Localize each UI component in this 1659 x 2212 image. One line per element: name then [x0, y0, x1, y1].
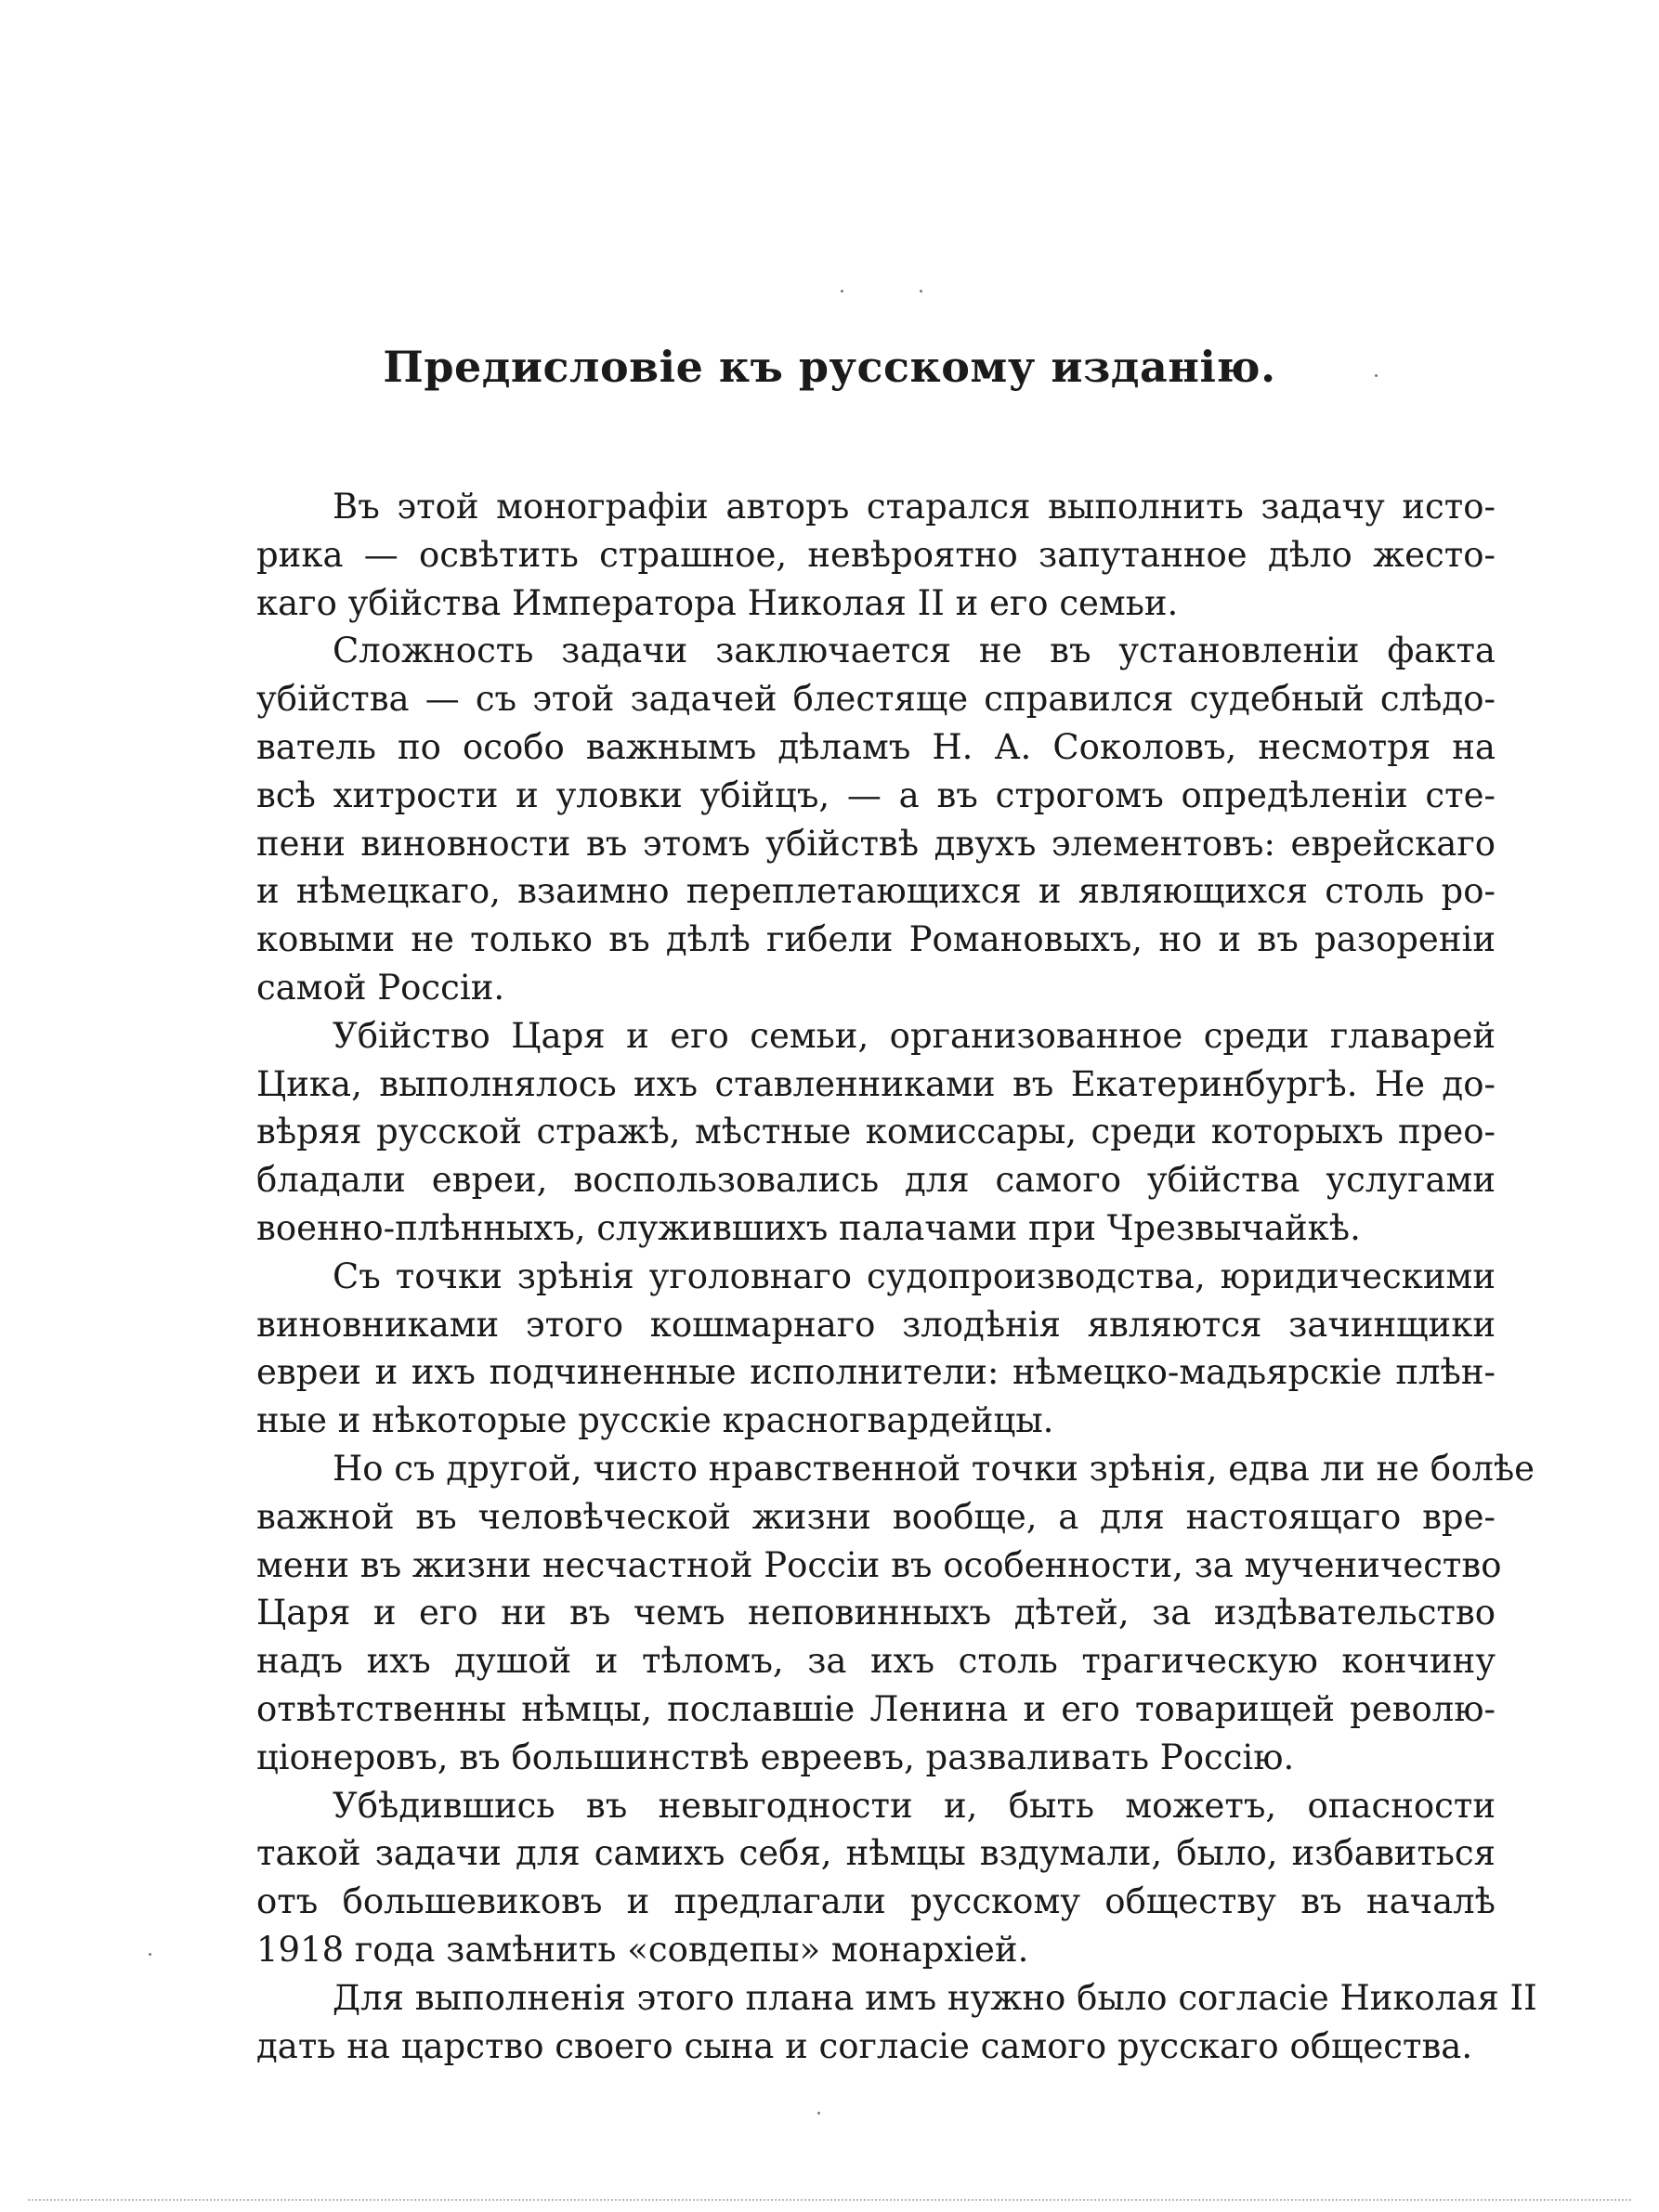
speck-mark [920, 290, 922, 293]
text-line: ковыми не только въ дѣлѣ гибели Романовыхъ, но и въ разореніи [256, 919, 1496, 960]
speck-mark [1375, 374, 1378, 377]
text-line: ціонеровъ, въ большинствѣ евреевъ, разваливать Россію. [256, 1737, 1295, 1777]
paragraph [256, 1445, 1535, 1782]
body-text [256, 483, 1537, 2070]
paragraph [256, 627, 1496, 1011]
text-line: Убѣдившись въ невыгодности и, быть можетъ, опасности [333, 1785, 1496, 1826]
text-line: бладали евреи, воспользовались для самого убійства услугами [256, 1160, 1496, 1201]
paragraph [256, 1782, 1496, 1974]
text-line: пени виновности въ этомъ убійствѣ двухъ элементовъ: еврейскаго [256, 823, 1496, 864]
text-line: всѣ хитрости и уловки убійцъ, — а въ строгомъ опредѣленіи сте- [256, 774, 1496, 815]
text-line: важной въ человѣческой жизни вообще, а для настоящаго вре- [256, 1496, 1496, 1537]
text-line: мени въ жизни несчастной Россіи въ особенности, за мученичество [256, 1544, 1502, 1585]
text-line: ватель по особо важнымъ дѣламъ Н. А. Соколовъ, несмотря на [256, 726, 1496, 767]
speck-mark [817, 2112, 820, 2114]
text-line: надъ ихъ душой и тѣломъ, за ихъ столь трагическую кончину [256, 1641, 1496, 1682]
text-line: Цика, выполнялось ихъ ставленниками въ Екатеринбургѣ. Не до- [256, 1063, 1496, 1104]
text-line: отъ большевиковъ и предлагали русскому обществу въ началѣ [256, 1881, 1496, 1922]
text-line: Убійство Царя и его семьи, организованное среди главарей [333, 1015, 1496, 1056]
page-title: Предисловіе къ русскому изданію. [383, 342, 1276, 392]
text-line: Но съ другой, чисто нравственной точки зрѣнія, едва ли не болѣе [333, 1448, 1535, 1489]
text-line: ные и нѣкоторые русскіе красногвардейцы. [256, 1400, 1054, 1441]
text-line: Съ точки зрѣнія уголовнаго судопроизводства, юридическими [333, 1256, 1496, 1296]
text-line: дать на царство своего сына и согласіе самого русскаго общества. [256, 2025, 1473, 2066]
text-line: Царя и его ни въ чемъ неповинныхъ дѣтей, за издѣвательство [256, 1593, 1496, 1633]
paragraph [256, 1012, 1496, 1253]
text-line: каго убійства Императора Николая II и его семьи. [256, 582, 1179, 623]
text-line: 1918 года замѣнить «совдепы» монархіей. [256, 1929, 1029, 1970]
paragraph [256, 1253, 1496, 1445]
paragraph [256, 1974, 1537, 2071]
speck-mark [149, 1953, 151, 1956]
text-line: такой задачи для самихъ себя, нѣмцы вздумали, было, избавиться [256, 1833, 1496, 1874]
text-line: рика — освѣтить страшное, невѣроятно запутанное дѣло жесто- [256, 534, 1496, 575]
text-line: военно-плѣнныхъ, служившихъ палачами при Чрезвычайкѣ. [256, 1207, 1361, 1248]
text-line: Въ этой монографіи авторъ старался выполнить задачу исто- [333, 487, 1496, 527]
text-line: отвѣтственны нѣмцы, пославшіе Ленина и его товарищей револю- [256, 1688, 1496, 1729]
text-line: убійства — съ этой задачей блестяще справился судебный слѣдо- [256, 679, 1496, 720]
paragraph [256, 483, 1496, 627]
scan-edge [28, 2199, 1631, 2203]
text-line: и нѣмецкаго, взаимно переплетающихся и являющихся столь ро- [256, 871, 1496, 912]
text-line: самой Россіи. [256, 967, 505, 1008]
speck-mark [841, 290, 843, 293]
text-line: Для выполненія этого плана имъ нужно было согласіе Николая II [333, 1977, 1537, 2018]
text-line: евреи и ихъ подчиненные исполнители: нѣмецко-мадьярскіе плѣн- [256, 1352, 1496, 1393]
text-line: виновниками этого кошмарнаго злодѣнія являются зачинщики [256, 1304, 1496, 1345]
text-line: вѣряя русской стражѣ, мѣстные комиссары, среди которыхъ прео- [256, 1112, 1496, 1152]
text-line: Сложность задачи заключается не въ установленіи факта [333, 631, 1496, 671]
